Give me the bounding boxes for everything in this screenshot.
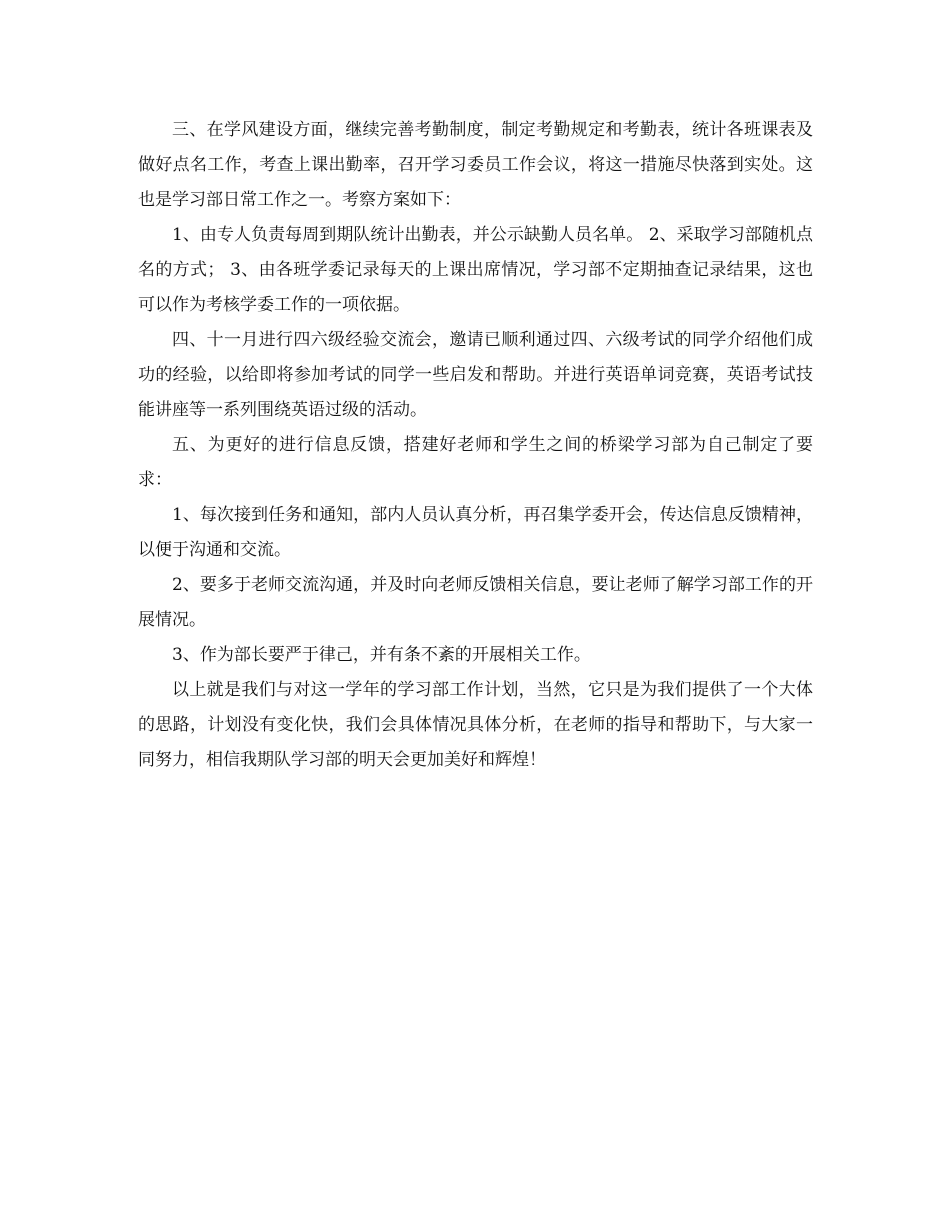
paragraph-attendance-plan: 1、由专人负责每周到期队统计出勤表，并公示缺勤人员名单。 2、采取学习部随机点名的方式； 3、由各班学委记录每天的上课出席情况，学习部不定期抽查记录结果，这也可以作为考核学委工作的一项依据。 xyxy=(138,225,813,315)
paragraph-study-style: 三、在学风建设方面，继续完善考勤制度，制定考勤规定和考勤表，统计各班课表及做好点名工作，考查上课出勤率，召开学习委员工作会议，将这一措施尽快落到实处。这也是学习部日常工作之一。考察方案如下： xyxy=(138,120,813,210)
paragraph-requirement-1: 1、每次接到任务和通知，部内人员认真分析，再召集学委开会，传达信息反馈精神，以便于沟通和交流。 xyxy=(138,505,813,560)
document-body xyxy=(138,113,813,778)
paragraph-requirement-2: 2、要多于老师交流沟通，并及时向老师反馈相关信息，要让老师了解学习部工作的开展情况。 xyxy=(138,575,813,630)
paragraph-requirement-3: 3、作为部长要严于律己，并有条不紊的开展相关工作。 xyxy=(172,645,591,665)
paragraph-conclusion: 以上就是我们与对这一学年的学习部工作计划，当然，它只是为我们提供了一个大体的思路，计划没有变化快，我们会具体情况具体分析，在老师的指导和帮助下，与大家一同努力，相信我期队学习部的明天会更加美好和辉煌！ xyxy=(138,680,813,770)
paragraph-cet-exchange: 四、十一月进行四六级经验交流会，邀请已顺利通过四、六级考试的同学介绍他们成功的经验，以给即将参加考试的同学一些启发和帮助。并进行英语单词竞赛，英语考试技能讲座等一系列围绕英语过级的活动。 xyxy=(138,330,813,420)
paragraph-feedback-requirements: 五、为更好的进行信息反馈，搭建好老师和学生之间的桥梁学习部为自己制定了要求： xyxy=(138,435,813,490)
